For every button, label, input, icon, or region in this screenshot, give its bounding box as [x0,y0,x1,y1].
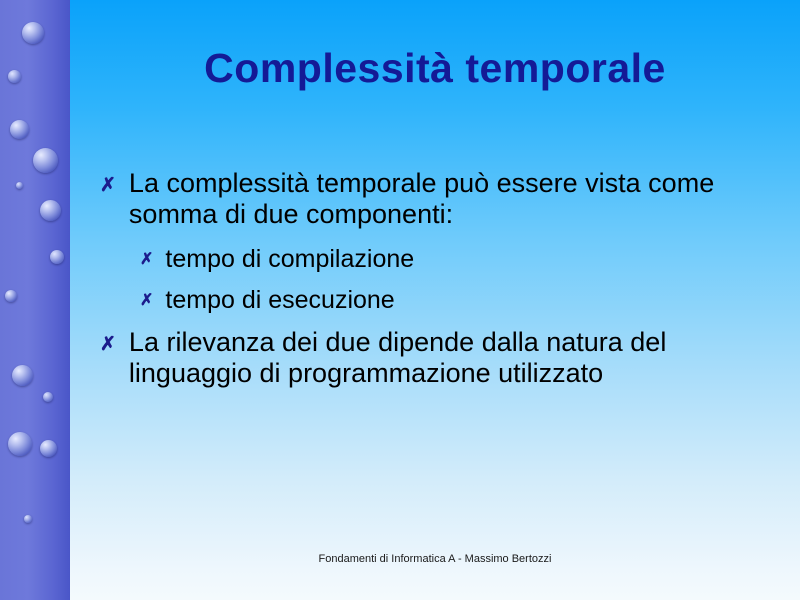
slide-footer: Fondamenti di Informatica A - Massimo Bertozzi [318,553,552,565]
bubble-decoration [12,365,33,386]
bullet-marker-icon: ✗ [140,291,154,309]
list-item [100,327,780,390]
bubble-decoration [5,290,17,302]
bullet-list [100,168,780,403]
bubble-decoration [40,200,61,221]
bullet-marker-icon: ✗ [140,250,154,268]
list-item [100,168,780,231]
bubble-decoration [43,392,53,402]
bubble-decoration [50,250,64,264]
bubble-decoration [22,22,44,44]
page-title: Complessità temporale [204,45,666,91]
bullet-marker-icon: ✗ [100,175,116,196]
list-item-text: tempo di compilazione [165,244,415,273]
list-item-text: tempo di esecuzione [165,285,395,314]
bubble-decoration [8,70,21,83]
list-item-text: La rilevanza dei due dipende dalla natura del linguaggio di programmazione utilizzato [128,326,667,388]
bubble-decoration [24,515,32,523]
decorative-left-band [0,0,70,600]
list-item-text: La complessità temporale può essere vista come somma di due componenti: [128,168,715,230]
list-item [140,245,780,274]
bubble-decoration [16,182,23,189]
bubble-decoration [10,120,29,139]
list-item [140,286,780,315]
bullet-marker-icon: ✗ [100,333,116,355]
bubble-decoration [8,432,32,456]
bubble-decoration [40,440,57,457]
bubble-decoration [33,148,58,173]
